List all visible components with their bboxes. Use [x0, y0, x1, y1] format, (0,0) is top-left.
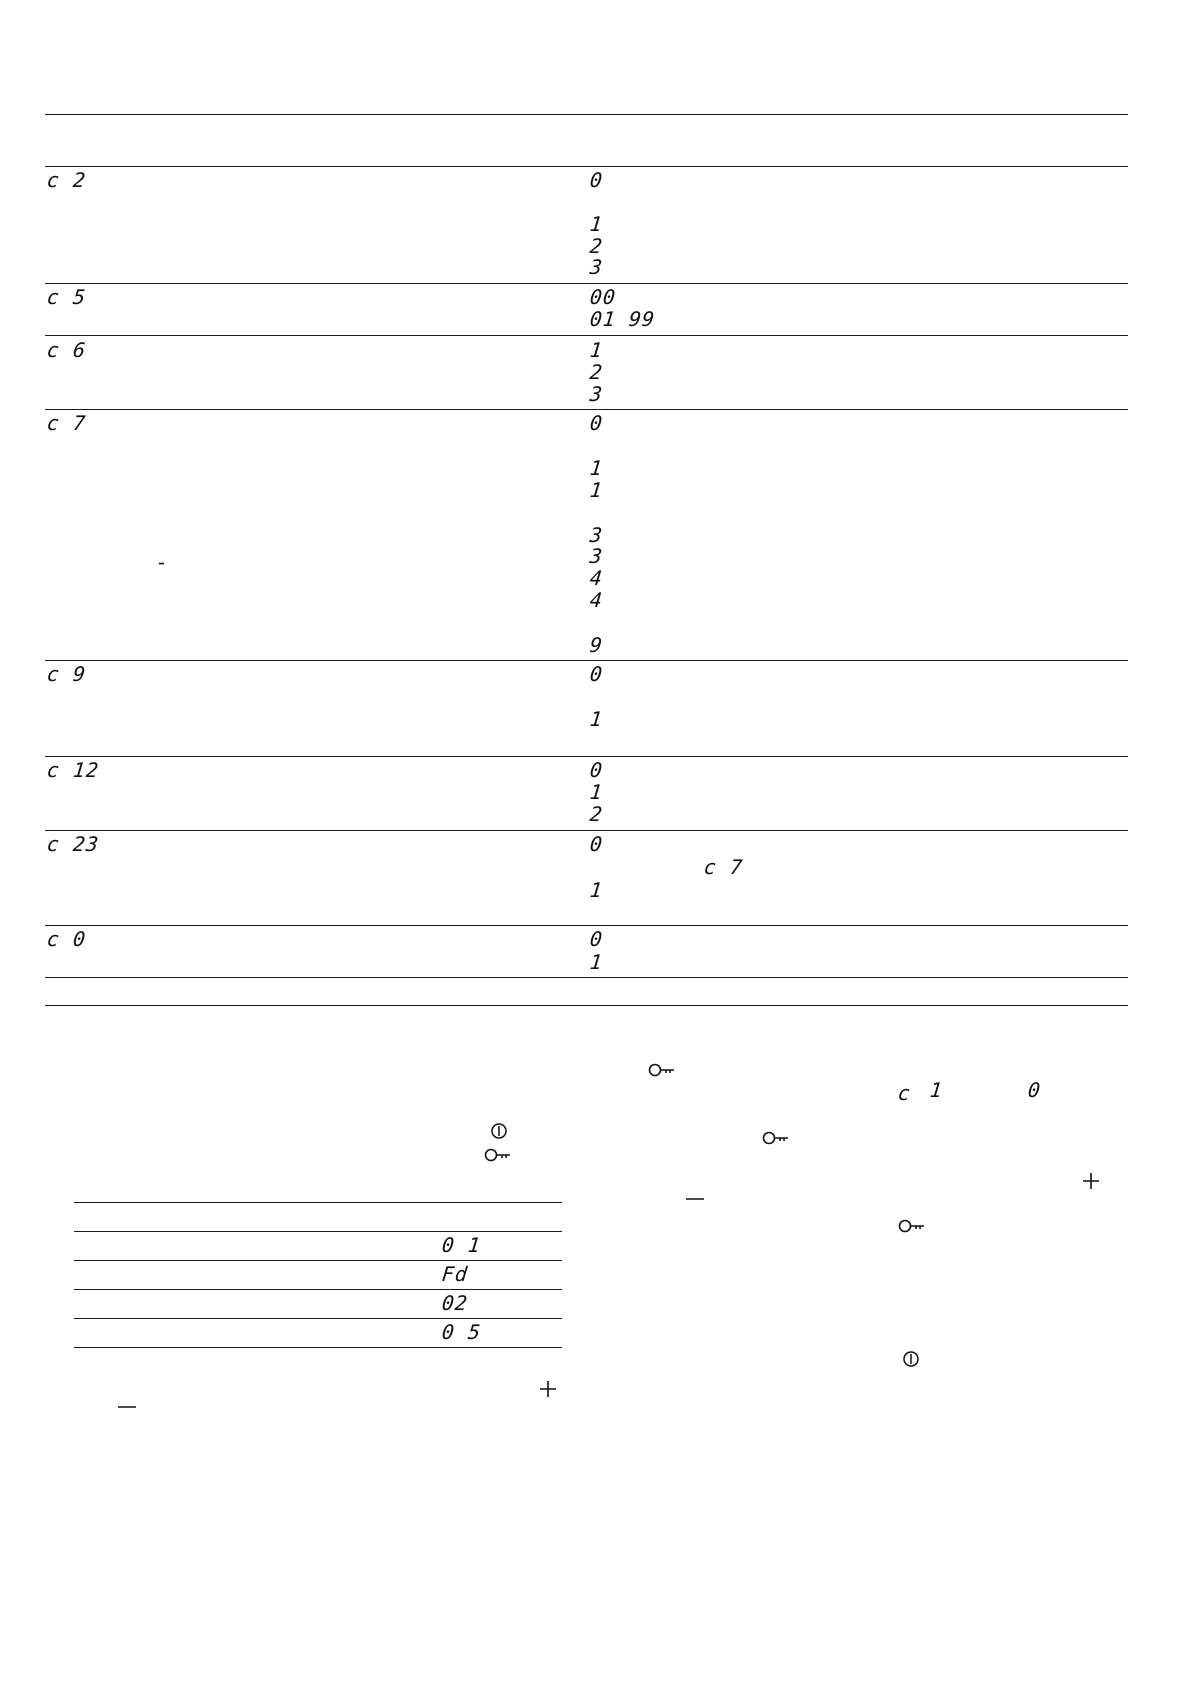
table-bottom-rule	[45, 1005, 1128, 1006]
setting-value: 2	[588, 802, 605, 826]
setting-code: c 5	[45, 285, 88, 309]
small-table-value: 0 1	[440, 1233, 483, 1257]
row-divider	[45, 830, 1128, 831]
setting-value: 1	[588, 707, 605, 731]
setting-value: 1	[588, 478, 605, 502]
setting-value: 1	[588, 212, 605, 236]
key-icon	[484, 1147, 512, 1163]
setting-code: c 9	[45, 662, 88, 686]
setting-value: 3	[588, 544, 605, 568]
row-divider	[45, 660, 1128, 661]
setting-value: 0	[588, 927, 605, 951]
small-table-row-rule	[74, 1318, 562, 1319]
setting-value: 1	[588, 950, 605, 974]
setting-value: 0	[588, 168, 605, 192]
small-table-value: Fd	[440, 1262, 470, 1286]
setting-code: c 0	[45, 927, 88, 951]
row-divider	[45, 756, 1128, 757]
setting-value: 0	[588, 758, 605, 782]
setting-code: c 12	[45, 758, 101, 782]
step-code-zero: 0	[1026, 1078, 1043, 1102]
minus-icon	[685, 1196, 705, 1202]
setting-value: 2	[588, 360, 605, 384]
small-table-row-rule	[74, 1289, 562, 1290]
setting-value: 0	[588, 662, 605, 686]
setting-value: 3	[588, 255, 605, 279]
row-divider	[45, 283, 1128, 284]
setting-value: 1	[588, 456, 605, 480]
setting-value: 4	[588, 588, 605, 612]
plus-icon	[1082, 1172, 1100, 1190]
setting-value: 01 99	[588, 307, 657, 331]
power-icon	[902, 1350, 920, 1368]
setting-value: 0	[588, 411, 605, 435]
setting-value: 1	[588, 338, 605, 362]
setting-value: 0	[588, 832, 605, 856]
setting-code: c 2	[45, 168, 88, 192]
setting-value: 3	[588, 523, 605, 547]
small-table-value: 02	[440, 1291, 470, 1315]
power-icon	[490, 1122, 508, 1140]
row-divider	[45, 335, 1128, 336]
key-icon	[762, 1130, 790, 1146]
table-header-rule	[45, 166, 1128, 167]
small-table-value: 0 5	[440, 1320, 483, 1344]
small-table-top-rule	[74, 1202, 562, 1203]
setting-value: 00	[588, 285, 618, 309]
small-table-bottom-rule	[74, 1347, 562, 1348]
setting-inline-ref: c 7	[702, 855, 745, 879]
step-code-c: c	[896, 1081, 913, 1105]
setting-value: 1	[588, 780, 605, 804]
row-divider	[45, 409, 1128, 410]
minus-icon	[117, 1404, 137, 1410]
row-divider	[45, 977, 1128, 978]
setting-code: c 23	[45, 832, 101, 856]
setting-value: 2	[588, 234, 605, 258]
key-icon	[898, 1218, 926, 1234]
setting-code: c 6	[45, 338, 88, 362]
small-table-row-rule	[74, 1260, 562, 1261]
setting-code: c 7	[45, 411, 88, 435]
table-top-rule	[45, 114, 1128, 115]
setting-value: 3	[588, 382, 605, 406]
setting-value: 4	[588, 566, 605, 590]
setting-value: 1	[588, 878, 605, 902]
row-divider	[45, 925, 1128, 926]
setting-dash: -	[154, 550, 171, 574]
key-icon	[648, 1062, 676, 1078]
setting-value: 9	[588, 633, 605, 657]
small-table-header-rule	[74, 1231, 562, 1232]
step-code-one: 1	[928, 1078, 945, 1102]
plus-icon	[539, 1380, 557, 1398]
